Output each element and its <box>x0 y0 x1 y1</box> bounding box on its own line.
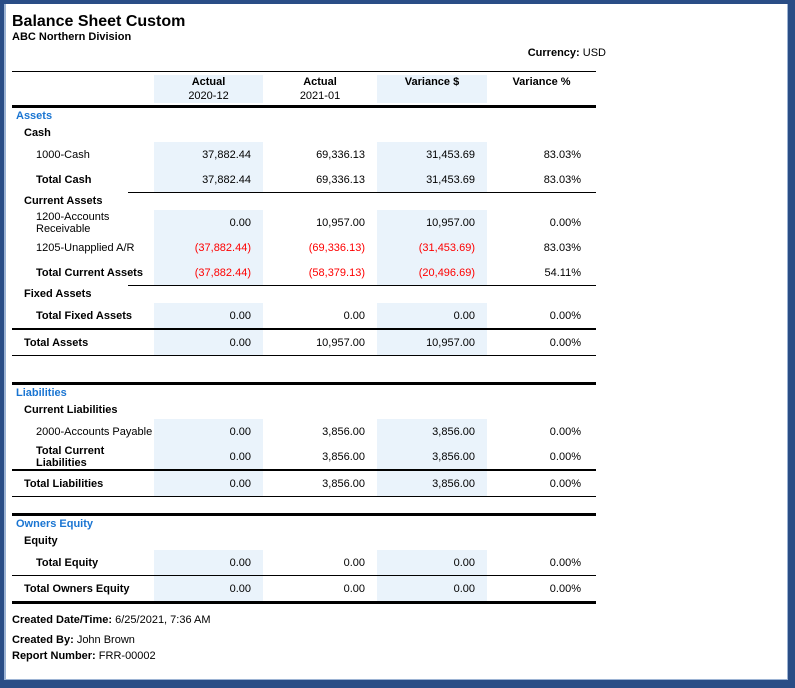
column-header-line2: 2021-01 <box>299 90 341 102</box>
cell-value <box>154 330 263 355</box>
cell-value <box>263 444 377 469</box>
cell-value <box>377 471 487 496</box>
table-row <box>12 285 596 303</box>
value-text: 0.00 <box>229 556 251 569</box>
cell-value <box>487 471 596 496</box>
cell-value <box>377 576 487 601</box>
table-row <box>12 108 596 124</box>
value-text: 0.00 <box>453 309 475 322</box>
cell-value <box>487 210 596 235</box>
row-label: Total Owners Equity <box>24 582 130 595</box>
value-text: 0.00% <box>549 216 581 229</box>
header-label-spacer <box>12 75 154 103</box>
report-number-label: Report Number: <box>12 650 96 662</box>
value-text: 10,957.00 <box>316 216 365 229</box>
column-header-line1: Variance $ <box>404 76 460 88</box>
report-subtitle: ABC Northern Division <box>12 31 132 43</box>
cell-value <box>377 330 487 355</box>
value-text: 0.00% <box>549 450 581 463</box>
column-header-line1: Variance % <box>512 76 571 88</box>
row-label: Total Current Assets <box>36 266 143 279</box>
cell-value <box>487 303 596 328</box>
value-text: 31,453.69 <box>426 148 475 161</box>
row-label: Total Equity <box>36 556 99 569</box>
row-label: 1000-Cash <box>36 148 90 161</box>
report-footer <box>12 614 788 663</box>
cell-value <box>154 260 263 285</box>
table-row <box>12 235 596 260</box>
value-text: 0.00 <box>453 582 475 595</box>
cell-value <box>487 142 596 167</box>
column-header <box>487 75 596 103</box>
cell-value <box>263 576 377 601</box>
value-text: 83.03% <box>543 173 581 186</box>
row-label: Total Current Liabilities <box>36 444 105 469</box>
created-by-value: John Brown <box>76 634 135 646</box>
column-header <box>377 75 487 103</box>
table-row <box>12 192 596 210</box>
row-label: Total Fixed Assets <box>36 309 132 322</box>
cell-value <box>487 576 596 601</box>
report-number-value: FRR-00002 <box>98 650 156 662</box>
report-page <box>4 4 788 680</box>
row-label: Total Liabilities <box>24 477 104 490</box>
row-label: Current Assets <box>24 195 103 207</box>
cell-value <box>487 419 596 444</box>
value-text: 3,856.00 <box>432 450 475 463</box>
created-by-label: Created By: <box>12 634 74 646</box>
cell-value <box>487 550 596 575</box>
table-row <box>12 167 596 192</box>
table-row <box>12 124 596 142</box>
value-text: 0.00% <box>549 336 581 349</box>
cell-value <box>487 444 596 469</box>
cell-value <box>263 167 377 192</box>
currency-row <box>12 47 606 60</box>
value-text: 3,856.00 <box>322 450 365 463</box>
row-label: Equity <box>24 535 58 547</box>
value-text: (37,882.44) <box>194 266 251 279</box>
row-label: Fixed Assets <box>24 288 92 300</box>
table-row <box>12 142 596 167</box>
balance-sheet-table <box>12 71 596 604</box>
value-text: (58,379.13) <box>308 266 365 279</box>
value-text: 69,336.13 <box>316 148 365 161</box>
value-text: 37,882.44 <box>202 148 251 161</box>
value-text: (31,453.69) <box>418 241 475 254</box>
table-row <box>12 419 596 444</box>
spacer-row <box>12 497 596 513</box>
value-text: 69,336.13 <box>316 173 365 186</box>
value-text: 10,957.00 <box>426 216 475 229</box>
created-by-line <box>12 634 788 647</box>
value-text: 0.00 <box>229 450 251 463</box>
value-text: (37,882.44) <box>194 241 251 254</box>
cell-value <box>377 444 487 469</box>
value-text: 0.00% <box>549 582 581 595</box>
cell-value <box>377 419 487 444</box>
row-label: Owners Equity <box>16 518 94 530</box>
value-text: 0.00 <box>229 425 251 438</box>
value-text: 0.00 <box>229 477 251 490</box>
table-header-row <box>12 71 596 108</box>
cell-value <box>263 550 377 575</box>
value-text: 54.11% <box>544 266 581 279</box>
created-datetime-label: Created Date/Time: <box>12 614 113 626</box>
page-title: Balance Sheet Custom <box>12 13 186 30</box>
value-text: 0.00 <box>343 556 365 569</box>
value-text: 3,856.00 <box>432 425 475 438</box>
row-label: Total Cash <box>36 173 92 186</box>
cell-value <box>154 303 263 328</box>
cell-value <box>377 550 487 575</box>
row-label: Total Assets <box>24 336 89 349</box>
table-row <box>12 401 596 419</box>
column-header <box>154 75 263 103</box>
cell-value <box>263 471 377 496</box>
cell-value <box>377 260 487 285</box>
table-row <box>12 303 596 330</box>
cell-value <box>487 260 596 285</box>
report-content <box>4 4 788 663</box>
row-label: Current Liabilities <box>24 404 118 416</box>
value-text: 0.00 <box>343 582 365 595</box>
column-header <box>263 75 377 103</box>
column-header-line1: Actual <box>191 76 226 88</box>
cell-value <box>263 303 377 328</box>
cell-value <box>263 235 377 260</box>
value-text: 0.00 <box>229 336 251 349</box>
cell-value <box>154 142 263 167</box>
cell-value <box>154 576 263 601</box>
value-text: 83.03% <box>543 241 581 254</box>
cell-value <box>377 210 487 235</box>
value-text: 0.00% <box>549 425 581 438</box>
table-row <box>12 444 596 471</box>
value-text: 0.00% <box>549 309 581 322</box>
cell-value <box>154 444 263 469</box>
value-text: 0.00 <box>229 582 251 595</box>
row-label: Assets <box>16 110 53 122</box>
cell-value <box>154 419 263 444</box>
table-row <box>12 382 596 401</box>
table-row <box>12 210 596 235</box>
cell-value <box>154 550 263 575</box>
cell-value <box>487 167 596 192</box>
table-row <box>12 330 596 356</box>
cell-value <box>154 235 263 260</box>
table-row <box>12 471 596 497</box>
cell-value <box>263 330 377 355</box>
value-text: 0.00% <box>549 477 581 490</box>
value-text: 0.00 <box>229 216 251 229</box>
created-datetime-line <box>12 614 788 627</box>
spacer-row <box>12 356 596 382</box>
cell-value <box>377 167 487 192</box>
currency-value: USD <box>582 47 606 59</box>
column-header-line2 <box>377 89 487 103</box>
value-text: 37,882.44 <box>202 173 251 186</box>
cell-value <box>154 210 263 235</box>
row-label: 2000-Accounts Payable <box>36 425 153 438</box>
value-text: 10,957.00 <box>426 336 475 349</box>
cell-value <box>377 303 487 328</box>
row-label: 1205-Unapplied A/R <box>36 241 135 254</box>
cell-value <box>377 235 487 260</box>
value-text: (69,336.13) <box>308 241 365 254</box>
column-header-line2 <box>487 89 596 103</box>
row-label: Liabilities <box>16 387 67 399</box>
value-text: (20,496.69) <box>418 266 475 279</box>
table-row <box>12 576 596 604</box>
table-row <box>12 513 596 532</box>
value-text: 3,856.00 <box>322 425 365 438</box>
cell-value <box>487 330 596 355</box>
cell-value <box>377 142 487 167</box>
cell-value <box>263 260 377 285</box>
value-text: 0.00 <box>453 556 475 569</box>
value-text: 0.00% <box>549 556 581 569</box>
cell-value <box>487 235 596 260</box>
row-label: 1200-Accounts Receivable <box>36 210 110 235</box>
value-text: 3,856.00 <box>432 477 475 490</box>
value-text: 10,957.00 <box>316 336 365 349</box>
currency-label: Currency: <box>527 47 580 59</box>
value-text: 83.03% <box>543 148 581 161</box>
value-text: 0.00 <box>343 309 365 322</box>
report-number-line <box>12 650 788 663</box>
column-header-line1: Actual <box>303 76 337 88</box>
cell-value <box>263 142 377 167</box>
cell-value <box>263 210 377 235</box>
table-row <box>12 532 596 550</box>
cell-value <box>263 419 377 444</box>
column-header-line2: 2020-12 <box>188 90 229 102</box>
row-label: Cash <box>24 127 51 139</box>
cell-value <box>154 471 263 496</box>
cell-value <box>154 167 263 192</box>
value-text: 31,453.69 <box>426 173 475 186</box>
created-datetime-value: 6/25/2021, 7:36 AM <box>115 614 211 626</box>
value-text: 0.00 <box>229 309 251 322</box>
value-text: 3,856.00 <box>322 477 365 490</box>
table-row <box>12 260 596 285</box>
table-row <box>12 550 596 576</box>
